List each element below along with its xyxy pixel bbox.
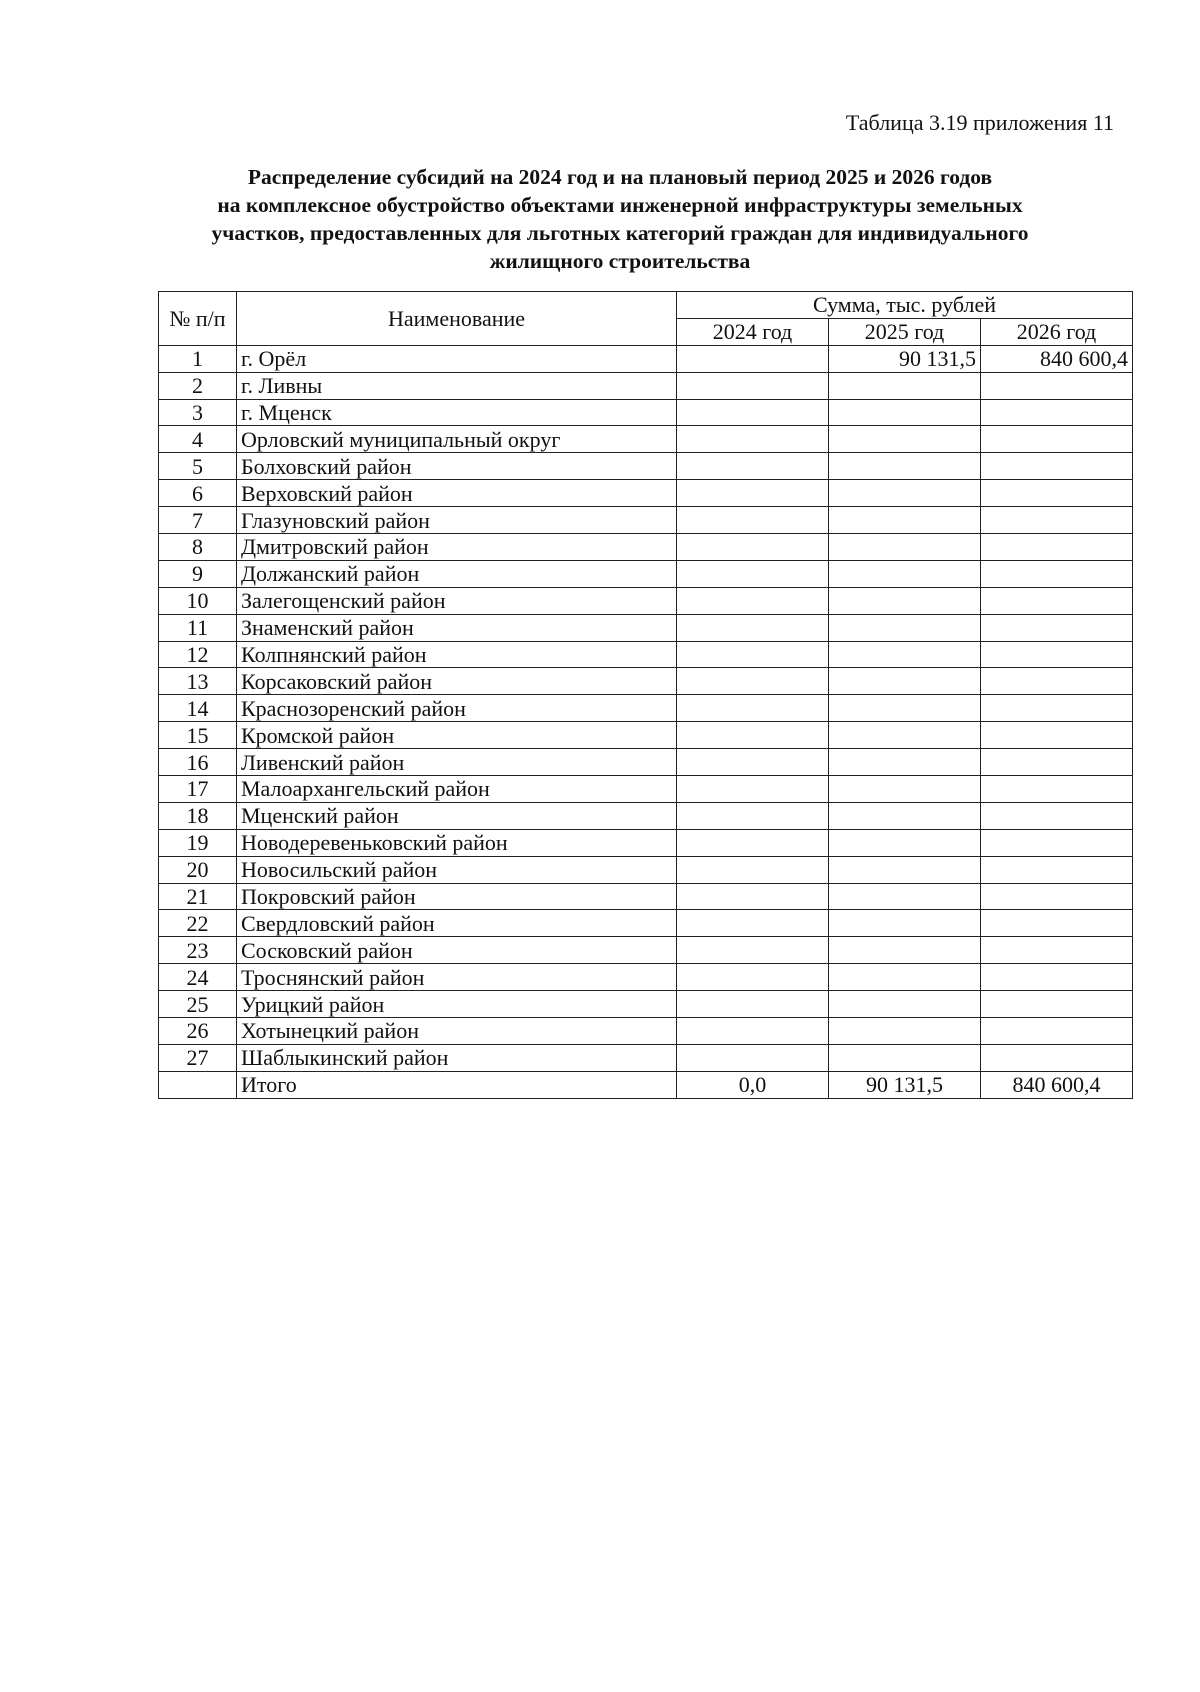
row-value-2025 [829,856,981,883]
row-name: Болховский район [237,453,677,480]
row-name: Знаменский район [237,614,677,641]
row-value-2026 [981,641,1133,668]
row-value-2025 [829,910,981,937]
row-value-2024 [677,614,829,641]
row-value-2026 [981,480,1133,507]
table-row [159,614,1133,641]
row-value-2024 [677,587,829,614]
total-2024: 0,0 [677,1071,829,1098]
table-row [159,345,1133,372]
row-value-2025 [829,507,981,534]
row-value-2026 [981,668,1133,695]
table-row [159,749,1133,776]
row-value-2025 [829,1018,981,1045]
row-name: Малоархангельский район [237,776,677,803]
row-value-2025 [829,883,981,910]
row-name: Шаблыкинский район [237,1044,677,1071]
row-name: Новодеревеньковский район [237,829,677,856]
row-value-2024 [677,829,829,856]
row-value-2024 [677,668,829,695]
row-value-2026 [981,587,1133,614]
row-value-2026 [981,560,1133,587]
title-line: жилищного строительства [489,249,751,273]
row-name: Троснянский район [237,964,677,991]
row-value-2025 [829,426,981,453]
row-value-2024 [677,399,829,426]
row-number: 6 [159,480,237,507]
row-value-2026 [981,883,1133,910]
row-number: 5 [159,453,237,480]
total-label: Итого [237,1071,677,1098]
row-value-2025 [829,372,981,399]
table-row [159,480,1133,507]
row-number: 8 [159,534,237,561]
title-line: участков, предоставленных для льготных категорий граждан для индивидуального [211,221,1029,245]
row-value-2024 [677,453,829,480]
row-value-2025 [829,560,981,587]
row-value-2026 [981,910,1133,937]
row-name: г. Орёл [237,345,677,372]
row-value-2026 [981,749,1133,776]
table-row [159,856,1133,883]
row-name: Залегощенский район [237,587,677,614]
row-name: Корсаковский район [237,668,677,695]
table-row [159,426,1133,453]
row-number: 25 [159,991,237,1018]
row-value-2026 [981,802,1133,829]
row-number: 18 [159,802,237,829]
table-row [159,399,1133,426]
total-2025: 90 131,5 [829,1071,981,1098]
row-value-2026 [981,856,1133,883]
row-value-2025 [829,614,981,641]
row-value-2026 [981,372,1133,399]
row-value-2026 [981,695,1133,722]
row-value-2025 [829,668,981,695]
row-value-2025 [829,776,981,803]
row-value-2025 [829,534,981,561]
row-value-2024 [677,802,829,829]
row-value-2025 [829,937,981,964]
table-row [159,776,1133,803]
row-number: 12 [159,641,237,668]
row-name: Новосильский район [237,856,677,883]
row-value-2026 [981,1044,1133,1071]
row-value-2025 [829,802,981,829]
row-value-2026 [981,426,1133,453]
row-value-2024 [677,372,829,399]
row-name: г. Мценск [237,399,677,426]
row-value-2024 [677,776,829,803]
row-name: Хотынецкий район [237,1018,677,1045]
row-value-2024 [677,534,829,561]
row-value-2024 [677,560,829,587]
row-value-2025 [829,399,981,426]
table-row [159,587,1133,614]
header-year-2024: 2024 год [677,318,829,345]
row-value-2025 [829,722,981,749]
table-row [159,802,1133,829]
row-value-2024 [677,910,829,937]
row-name: Дмитровский район [237,534,677,561]
row-value-2025 [829,480,981,507]
row-value-2026 [981,829,1133,856]
row-number: 14 [159,695,237,722]
row-number: 11 [159,614,237,641]
table-row [159,507,1133,534]
row-value-2024 [677,937,829,964]
row-value-2025 [829,695,981,722]
total-row [159,1071,1133,1098]
row-number: 20 [159,856,237,883]
row-value-2025 [829,453,981,480]
row-number: 10 [159,587,237,614]
header-year-2025: 2025 год [829,318,981,345]
header-year-2026: 2026 год [981,318,1133,345]
row-value-2024 [677,722,829,749]
row-name: Свердловский район [237,910,677,937]
row-number: 17 [159,776,237,803]
row-value-2025 [829,829,981,856]
table-row [159,964,1133,991]
table-row [159,991,1133,1018]
row-value-2026 [981,614,1133,641]
table-caption: Таблица 3.19 приложения 11 [845,110,1114,135]
row-value-2025 [829,641,981,668]
row-value-2025 [829,991,981,1018]
row-name: г. Ливны [237,372,677,399]
row-name: Колпнянский район [237,641,677,668]
total-num-cell [159,1071,237,1098]
row-value-2024 [677,1018,829,1045]
row-name: Краснозоренский район [237,695,677,722]
row-value-2026 [981,1018,1133,1045]
row-value-2026 [981,534,1133,561]
row-number: 3 [159,399,237,426]
row-number: 26 [159,1018,237,1045]
row-number: 24 [159,964,237,991]
subsidy-table [158,291,1133,1099]
table-row [159,1018,1133,1045]
row-name: Урицкий район [237,991,677,1018]
document-title [140,163,1100,275]
row-name: Кромской район [237,722,677,749]
table-row [159,883,1133,910]
total-2026: 840 600,4 [981,1071,1133,1098]
row-number: 21 [159,883,237,910]
row-value-2025 [829,964,981,991]
row-number: 27 [159,1044,237,1071]
row-number: 2 [159,372,237,399]
row-value-2026 [981,964,1133,991]
row-number: 4 [159,426,237,453]
row-value-2026 [981,453,1133,480]
row-value-2024 [677,480,829,507]
row-number: 13 [159,668,237,695]
row-name: Мценский район [237,802,677,829]
row-name: Должанский район [237,560,677,587]
title-line: на комплексное обустройство объектами инженерной инфраструктуры земельных [217,193,1023,217]
row-name: Глазуновский район [237,507,677,534]
table-row [159,1044,1133,1071]
row-value-2024 [677,426,829,453]
row-number: 23 [159,937,237,964]
table-body [159,345,1133,1071]
header-sum: Сумма, тыс. рублей [677,292,1133,319]
row-value-2024 [677,695,829,722]
row-value-2026 [981,507,1133,534]
row-name: Верховский район [237,480,677,507]
table-row [159,534,1133,561]
row-value-2024 [677,883,829,910]
header-num: № п/п [159,292,237,346]
row-name: Сосковский район [237,937,677,964]
table-row [159,695,1133,722]
table-row [159,722,1133,749]
row-value-2024 [677,964,829,991]
row-value-2025 [829,1044,981,1071]
row-number: 7 [159,507,237,534]
row-name: Ливенский район [237,749,677,776]
table-row [159,910,1133,937]
row-value-2026 [981,399,1133,426]
row-value-2024 [677,1044,829,1071]
row-value-2026 [981,722,1133,749]
row-value-2024 [677,991,829,1018]
row-value-2025 [829,587,981,614]
table-row [159,668,1133,695]
row-value-2026 [981,776,1133,803]
header-name: Наименование [237,292,677,346]
row-value-2026 [981,937,1133,964]
row-value-2026: 840 600,4 [981,345,1133,372]
row-value-2024 [677,749,829,776]
row-number: 9 [159,560,237,587]
row-value-2024 [677,856,829,883]
title-line: Распределение субсидий на 2024 год и на плановый период 2025 и 2026 годов [247,165,993,189]
row-number: 15 [159,722,237,749]
table-row [159,641,1133,668]
row-number: 16 [159,749,237,776]
row-value-2024 [677,641,829,668]
row-name: Орловский муниципальный округ [237,426,677,453]
table-row [159,829,1133,856]
row-value-2024 [677,507,829,534]
row-number: 1 [159,345,237,372]
row-name: Покровский район [237,883,677,910]
row-value-2025: 90 131,5 [829,345,981,372]
table-row [159,937,1133,964]
row-number: 19 [159,829,237,856]
row-number: 22 [159,910,237,937]
row-value-2024 [677,345,829,372]
table-row [159,372,1133,399]
row-value-2026 [981,991,1133,1018]
table-row [159,453,1133,480]
table-row [159,560,1133,587]
row-value-2025 [829,749,981,776]
